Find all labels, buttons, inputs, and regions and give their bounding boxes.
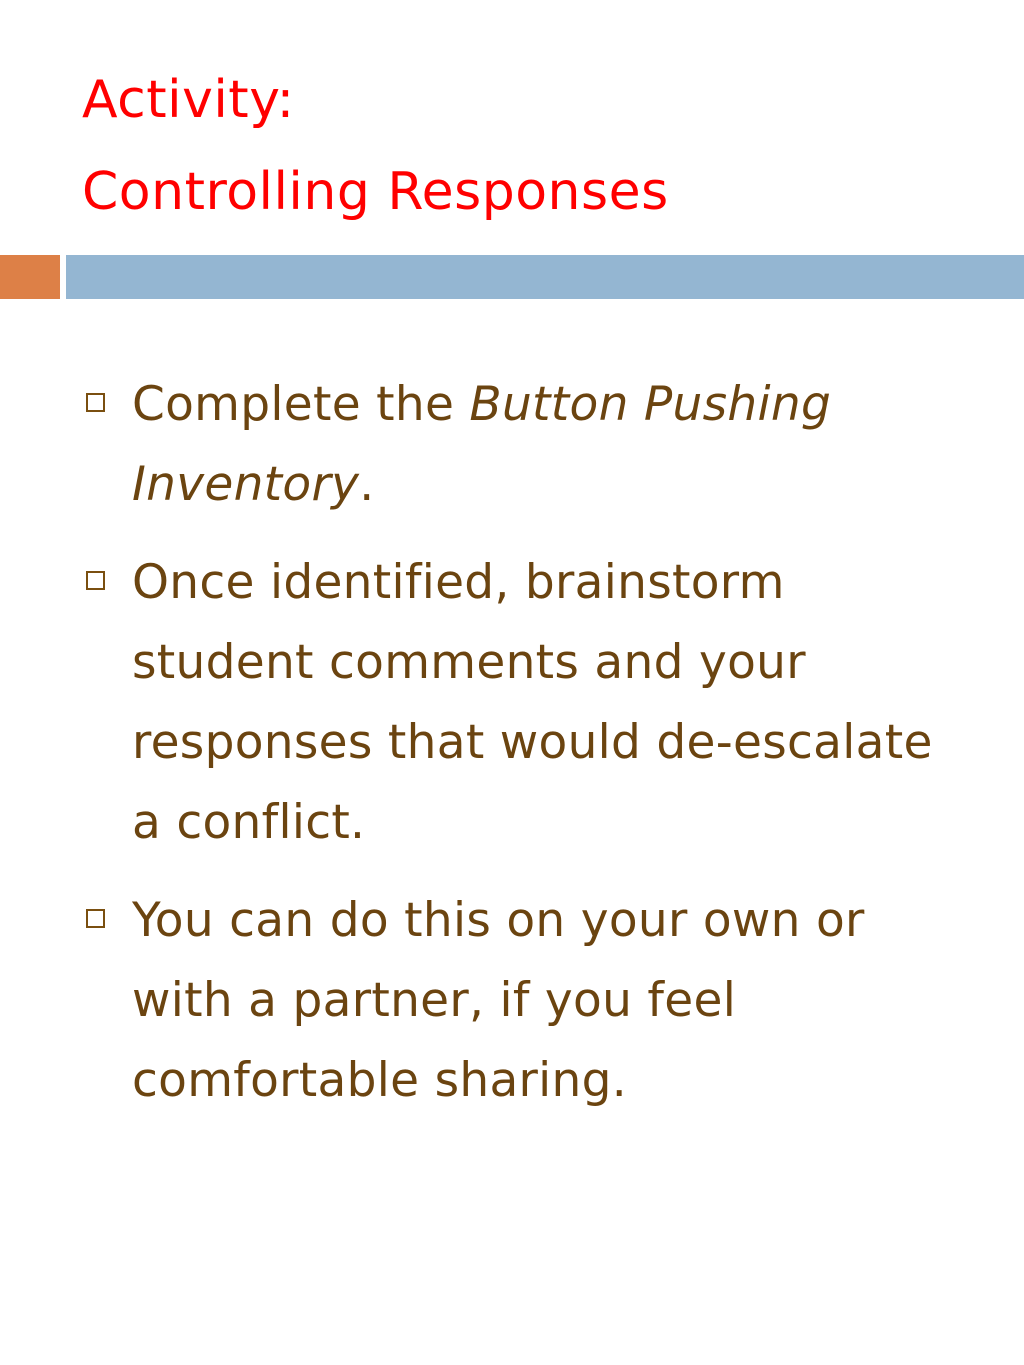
bullet-item-2 <box>86 543 966 863</box>
bullet-1-italic-title: Button Pushing Inventory <box>132 377 832 512</box>
divider-accent-block <box>0 255 60 299</box>
hollow-square-icon <box>86 393 105 412</box>
bullet-list <box>86 365 966 1139</box>
title-line-1: Activity: <box>82 70 295 130</box>
bullet-1-suffix: . <box>359 457 375 512</box>
bullet-item-1 <box>86 365 966 525</box>
title-line-2: Controlling Responses <box>82 162 669 222</box>
divider-bar <box>66 255 1024 299</box>
bullet-1-prefix: Complete the <box>132 377 470 432</box>
hollow-square-icon <box>86 909 105 928</box>
bullet-item-3 <box>86 881 966 1121</box>
bullet-2-text: Once identified, brainstorm student comments and your responses that would de-escalate a conflict. <box>132 555 933 850</box>
hollow-square-icon <box>86 571 105 590</box>
bullet-3-text: You can do this on your own or with a partner, if you feel comfortable sharing. <box>132 893 865 1108</box>
slide-title <box>82 54 982 238</box>
